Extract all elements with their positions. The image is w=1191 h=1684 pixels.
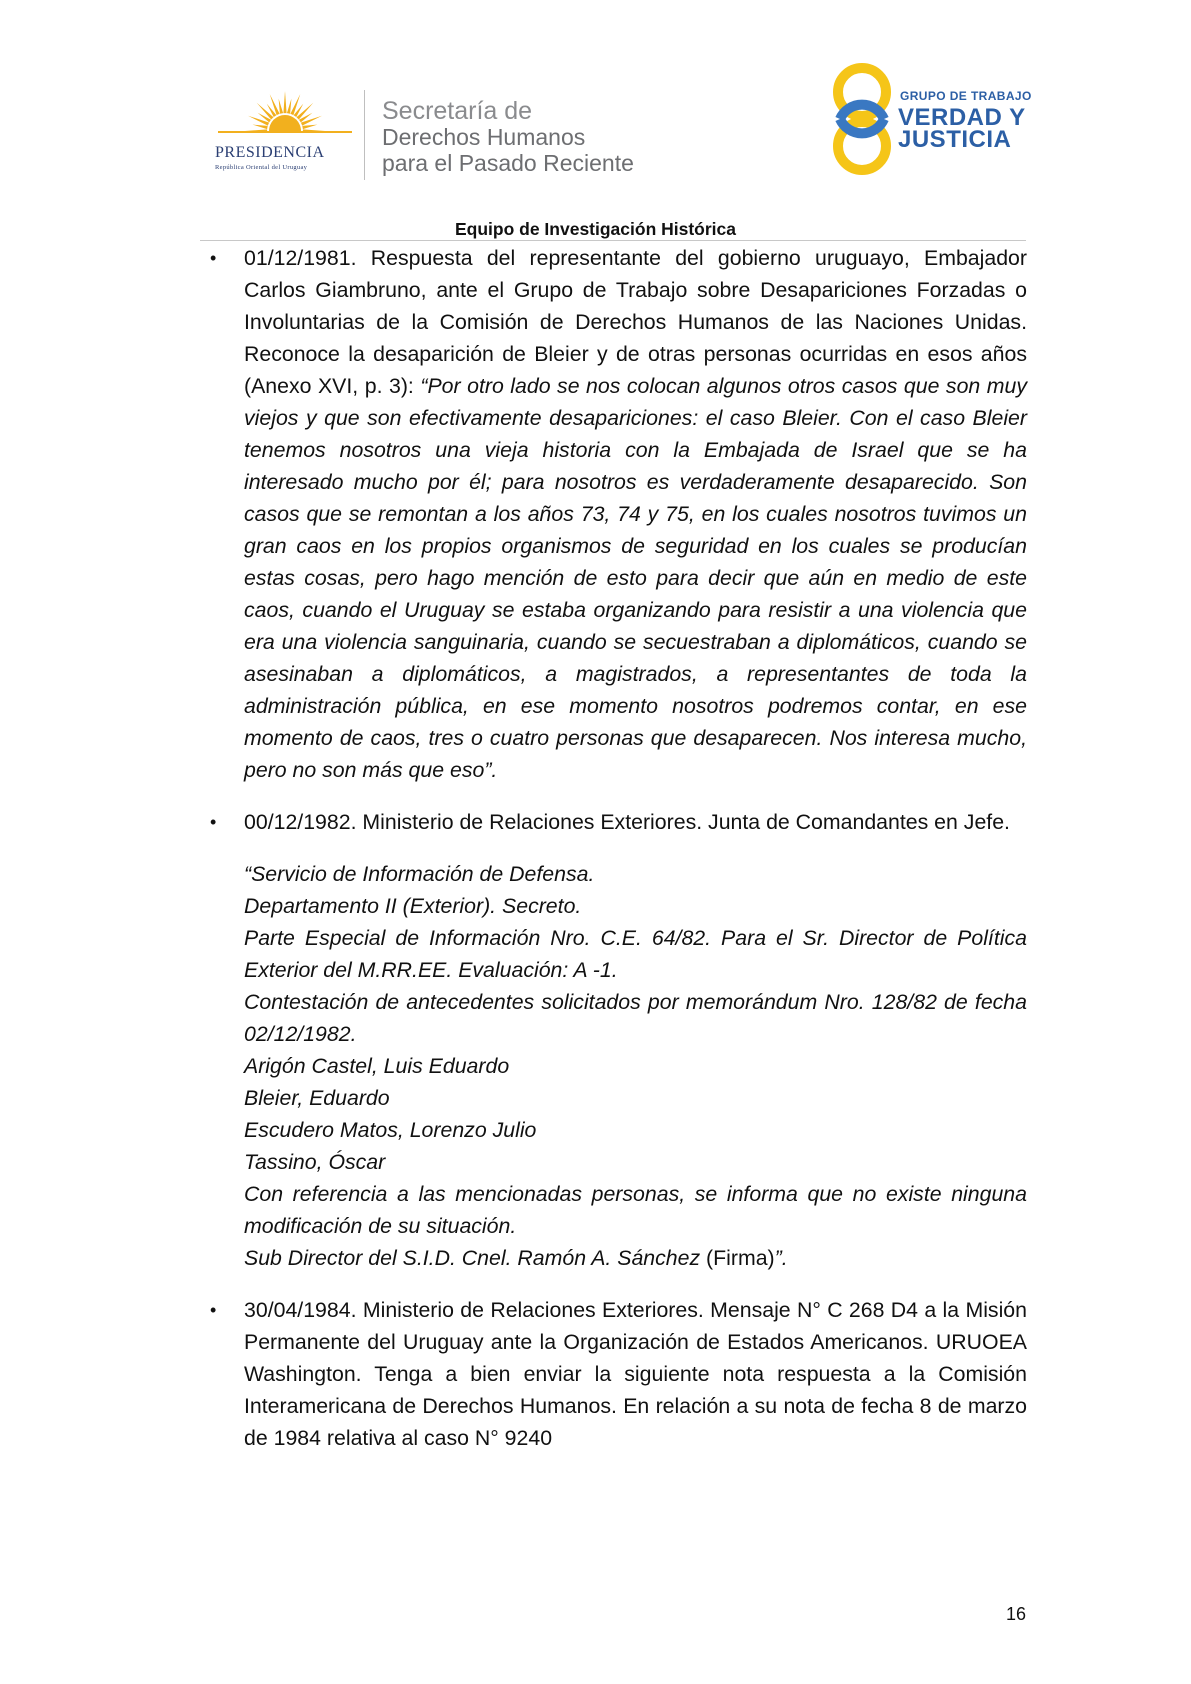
quote-line: Parte Especial de Información Nro. C.E. 64/82. Para el Sr. Director de Política Exterior del M.RR.EE. Evaluación: A -1.: [244, 926, 1027, 982]
grupo-trabajo-label: GRUPO DE TRABAJO: [900, 89, 1032, 103]
justicia-label: JUSTICIA: [898, 126, 1012, 153]
quoted-document: [244, 858, 1027, 1274]
quote-line: “Servicio de Información de Defensa.: [244, 862, 595, 886]
page-number: 16: [1006, 1604, 1027, 1624]
bullet-icon: •: [210, 248, 217, 268]
quote-line: Departamento II (Exterior). Secreto.: [244, 894, 582, 918]
list-item: [210, 806, 1027, 1274]
entry-intro: 01/12/1981. Respuesta del representante del gobierno uruguayo, Embajador Carlos Giambruno, ante el Grupo de Trabajo sobre Desapariciones Forzadas o Involuntarias de la Comisión de Derechos Humanos de las Naciones Unidas. Reconoce la desaparición de Bleier y de otras personas ocurridas en esos años (Anexo XVI, p. 3):: [244, 246, 1027, 398]
quote-line: Con referencia a las mencionadas personas, se informa que no existe ninguna modificación de su situación.: [244, 1182, 1027, 1238]
entry-paragraph: [244, 242, 1027, 786]
verdad-label: VERDAD Y: [898, 104, 1026, 131]
quote-line: Contestación de antecedentes solicitados por memorándum Nro. 128/82 de fecha 02/12/1982.: [244, 990, 1027, 1046]
presidencia-label: PRESIDENCIA: [215, 144, 325, 161]
secretaria-line-3: para el Pasado Reciente: [382, 150, 634, 176]
quote-line: Escudero Matos, Lorenzo Julio: [244, 1118, 537, 1142]
header-divider: [364, 90, 365, 180]
signature-close: ”.: [774, 1246, 788, 1270]
bullet-icon: •: [210, 812, 217, 832]
quote-line: Tassino, Óscar: [244, 1150, 386, 1174]
team-title: Equipo de Investigación Histórica: [454, 219, 737, 239]
signature-mark: (Firma): [706, 1246, 775, 1270]
signature-line: [244, 1242, 1027, 1274]
secretaria-title: [382, 98, 634, 176]
entry-quote: “Por otro lado se nos colocan algunos otros casos que son muy viejos y que son efectivamente desapariciones: el caso Bleier. Con el caso Bleier tenemos nosotros una vieja historia con la Embajada de Israel que se ha interesado mucho por él; para nosotros es verdaderamente desaparecido. Son casos que se remontan a los años 73, 74 y 75, en los cuales nosotros tuvimos un gran caos en los propios organismos de seguridad en los cuales se producían estas cosas, pero hago mención de esto para decir que aún en medio de este caos, cuando el Uruguay se estaba organizando para resistir a una violencia que era una violencia sanguinaria, cuando se secuestraban a diplomáticos, cuando se asesinaban a diplomáticos, a magistrados, a representantes de toda la administración pública, en ese momento nosotros podremos contar, en ese momento de caos, tres o cuatro personas que desaparecen. Nos interesa mucho, pero no son más que eso”.: [244, 374, 1028, 782]
verdad-justicia-rings-logo: [822, 56, 902, 182]
document-body: [210, 242, 1028, 1454]
quote-line: Bleier, Eduardo: [244, 1086, 390, 1110]
entry-paragraph: 30/04/1984. Ministerio de Relaciones Exteriores. Mensaje N° C 268 D4 a la Misión Permanente del Uruguay ante la Organización de Estados Americanos. URUOEA Washington. Tenga a bien enviar la siguiente nota respuesta a la Comisión Interamericana de Derechos Humanos. En relación a su nota de fecha 8 de marzo de 1984 relativa al caso N° 9240: [244, 1298, 1027, 1450]
secretaria-line-2: Derechos Humanos: [382, 124, 586, 150]
header-rule: [200, 240, 1026, 241]
list-item: [210, 1294, 1027, 1454]
list-item: [210, 242, 1028, 786]
quote-line: Arigón Castel, Luis Eduardo: [244, 1054, 510, 1078]
entry-intro: 00/12/1982. Ministerio de Relaciones Exteriores. Junta de Comandantes en Jefe.: [244, 810, 1010, 834]
presidencia-subtitle: República Oriental del Uruguay: [215, 164, 308, 171]
secretaria-line-1: Secretaría de: [382, 97, 533, 125]
signature-text: Sub Director del S.I.D. Cnel. Ramón A. Sánchez: [244, 1246, 707, 1270]
bullet-icon: •: [210, 1300, 217, 1320]
